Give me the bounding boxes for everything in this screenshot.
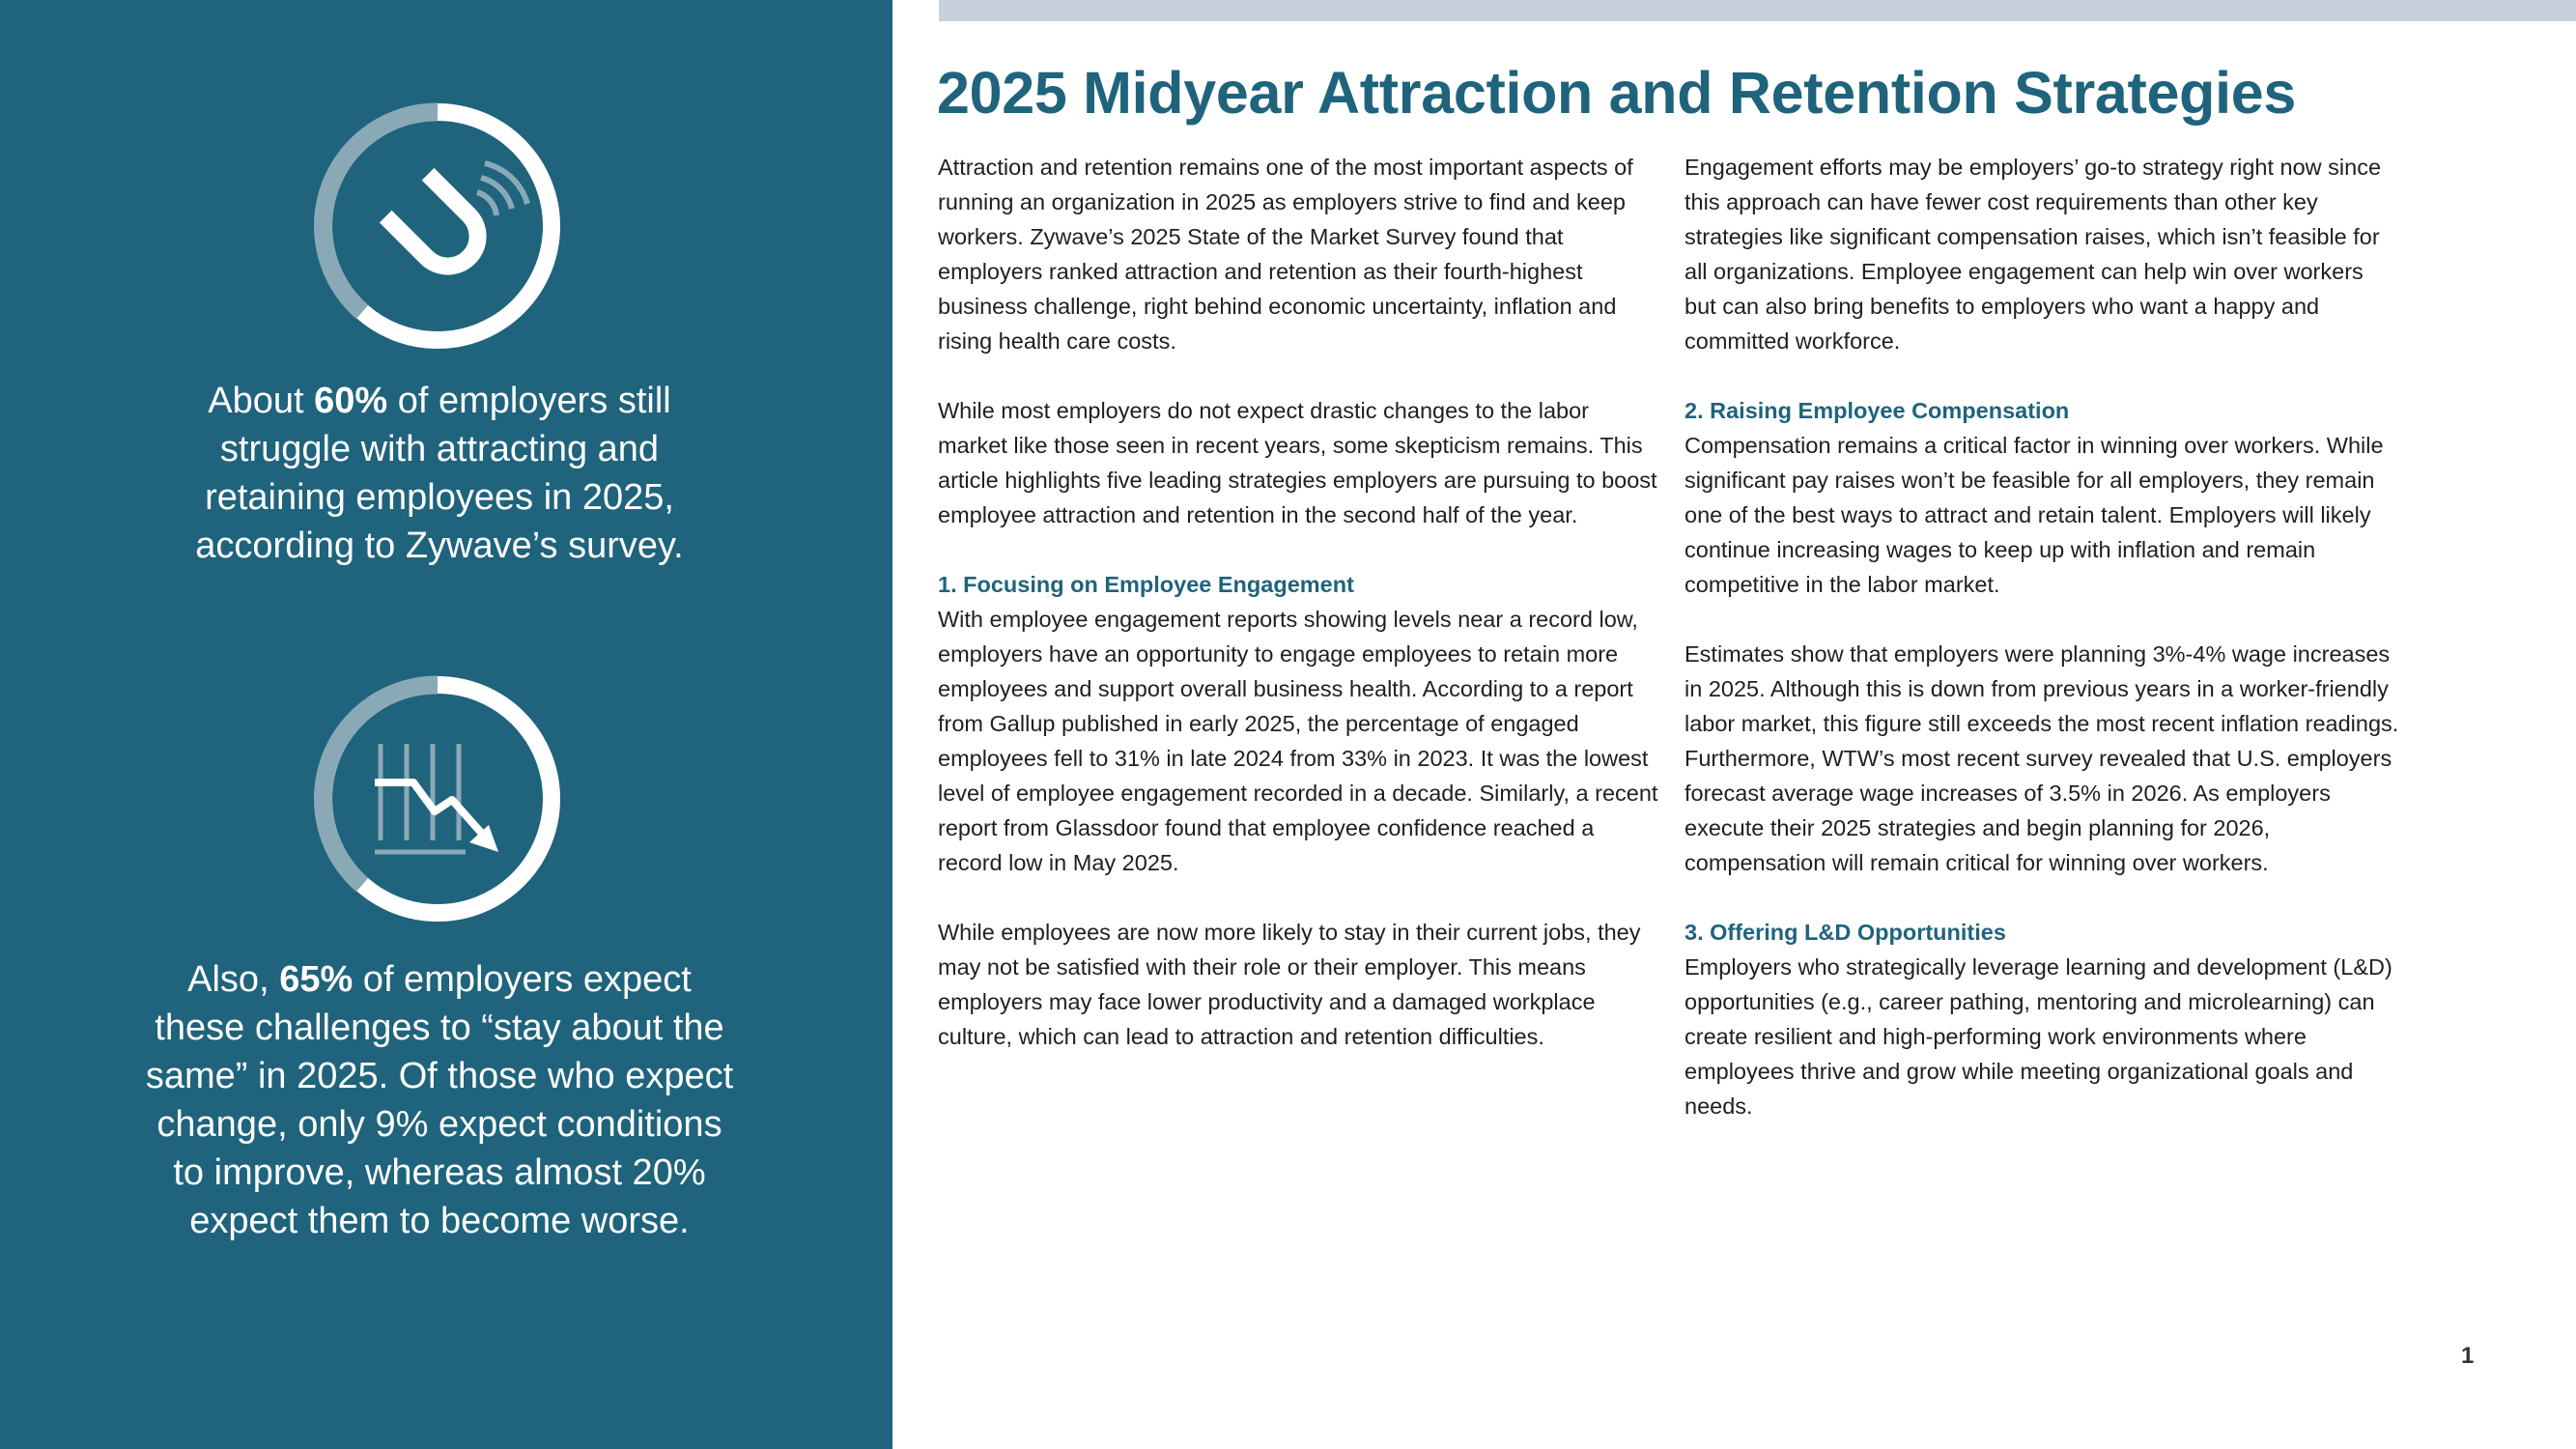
left-column bbox=[938, 150, 1662, 1089]
stat1-post: of employers still struggle with attracting and retaining employees in 2025, according to Zywave’s survey. bbox=[195, 381, 684, 566]
sidebar-panel bbox=[0, 0, 892, 1449]
stat2-post: of employers expect these challenges to “stay about the same” in 2025. Of those who expect change, only 9% expect conditions to improve, whereas almost 20% expect them to become worse. bbox=[145, 959, 734, 1241]
stat-challenges-same bbox=[145, 955, 734, 1245]
intro-paragraph: Attraction and retention remains one of the most important aspects of running an organization in 2025 as employers strive to find and keep workers. Zywave’s 2025 State of the Market Survey found that employers ranked attraction and retention as their fourth-highest business challenge, right behind economic uncertainty, inflation and rising health care costs. bbox=[938, 155, 1633, 354]
wage-estimates-paragraph: Estimates show that employers were planning 3%-4% wage increases in 2025. Although this is down from previous years in a worker-friendly labor market, this figure still exceeds the most recent inflation readings. Furthermore, WTW’s most recent survey revealed that U.S. employers forecast average wage increases of 3.5% in 2026. As employers execute their 2025 strategies and begin planning for 2026, compensation will remain critical for winning over workers. bbox=[1684, 641, 2399, 875]
right-column bbox=[1684, 150, 2399, 1158]
stat2-pre: Also, bbox=[187, 959, 280, 1000]
skepticism-paragraph: While most employers do not expect drastic changes to the labor market like those seen in recent years, some skepticism remains. This article highlights five leading strategies employers are pursuing to boost employee attraction and retention in the second half of the year. bbox=[938, 398, 1657, 527]
compensation-paragraph: Compensation remains a critical factor in winning over workers. While significant pay raises won’t be feasible for all employers, they remain one of the best ways to attract and retain talent. Employers will likely continue increasing wages to keep up with inflation and remain competitive in the labor market. bbox=[1684, 433, 2384, 597]
stat1-percent: 60% bbox=[314, 381, 388, 421]
declining-chart-icon bbox=[307, 668, 568, 929]
ld-paragraph: Employers who strategically leverage learning and development (L&D) opportunities (e.g., career pathing, mentoring and microlearning) can create resilient and high-performing work environments where employees thrive and grow while meeting organizational goals and needs. bbox=[1684, 954, 2392, 1119]
section-heading-engagement: 1. Focusing on Employee Engagement bbox=[938, 572, 1354, 597]
magnet-icon bbox=[307, 96, 568, 356]
satisfaction-paragraph: While employees are now more likely to stay in their current jobs, they may not be satisfied with their role or their employer. This means employers may face lower productivity and a damaged workplace culture, which can lead to attraction and retention difficulties. bbox=[938, 920, 1641, 1049]
page-number: 1 bbox=[2461, 1343, 2475, 1369]
stat-employers-struggle bbox=[145, 377, 734, 570]
page-title: 2025 Midyear Attraction and Retention Strategies bbox=[937, 60, 2297, 126]
stat2-percent: 65% bbox=[279, 959, 354, 1000]
engagement-paragraph: With employee engagement reports showing levels near a record low, employers have an opportunity to engage employees to retain more employees and support overall business health. According to a report from Gallup published in early 2025, the percentage of engaged employees fell to 31% in late 2024 from 33% in 2023. It was the lowest level of employee engagement recorded in a decade. Similarly, a recent report from Glassdoor found that employee confidence reached a record low in May 2025. bbox=[938, 607, 1658, 875]
engagement-cost-paragraph: Engagement efforts may be employers’ go-to strategy right now since this approach can have fewer cost requirements than other key strategies like significant compensation raises, which isn’t feasible for all organizations. Employee engagement can help win over workers but can also bring benefits to employers who want a happy and committed workforce. bbox=[1684, 155, 2382, 354]
top-accent-bar bbox=[939, 0, 2576, 21]
section-heading-ld: 3. Offering L&D Opportunities bbox=[1684, 920, 2006, 945]
section-heading-compensation: 2. Raising Employee Compensation bbox=[1684, 398, 2070, 423]
stat1-pre: About bbox=[208, 381, 315, 421]
